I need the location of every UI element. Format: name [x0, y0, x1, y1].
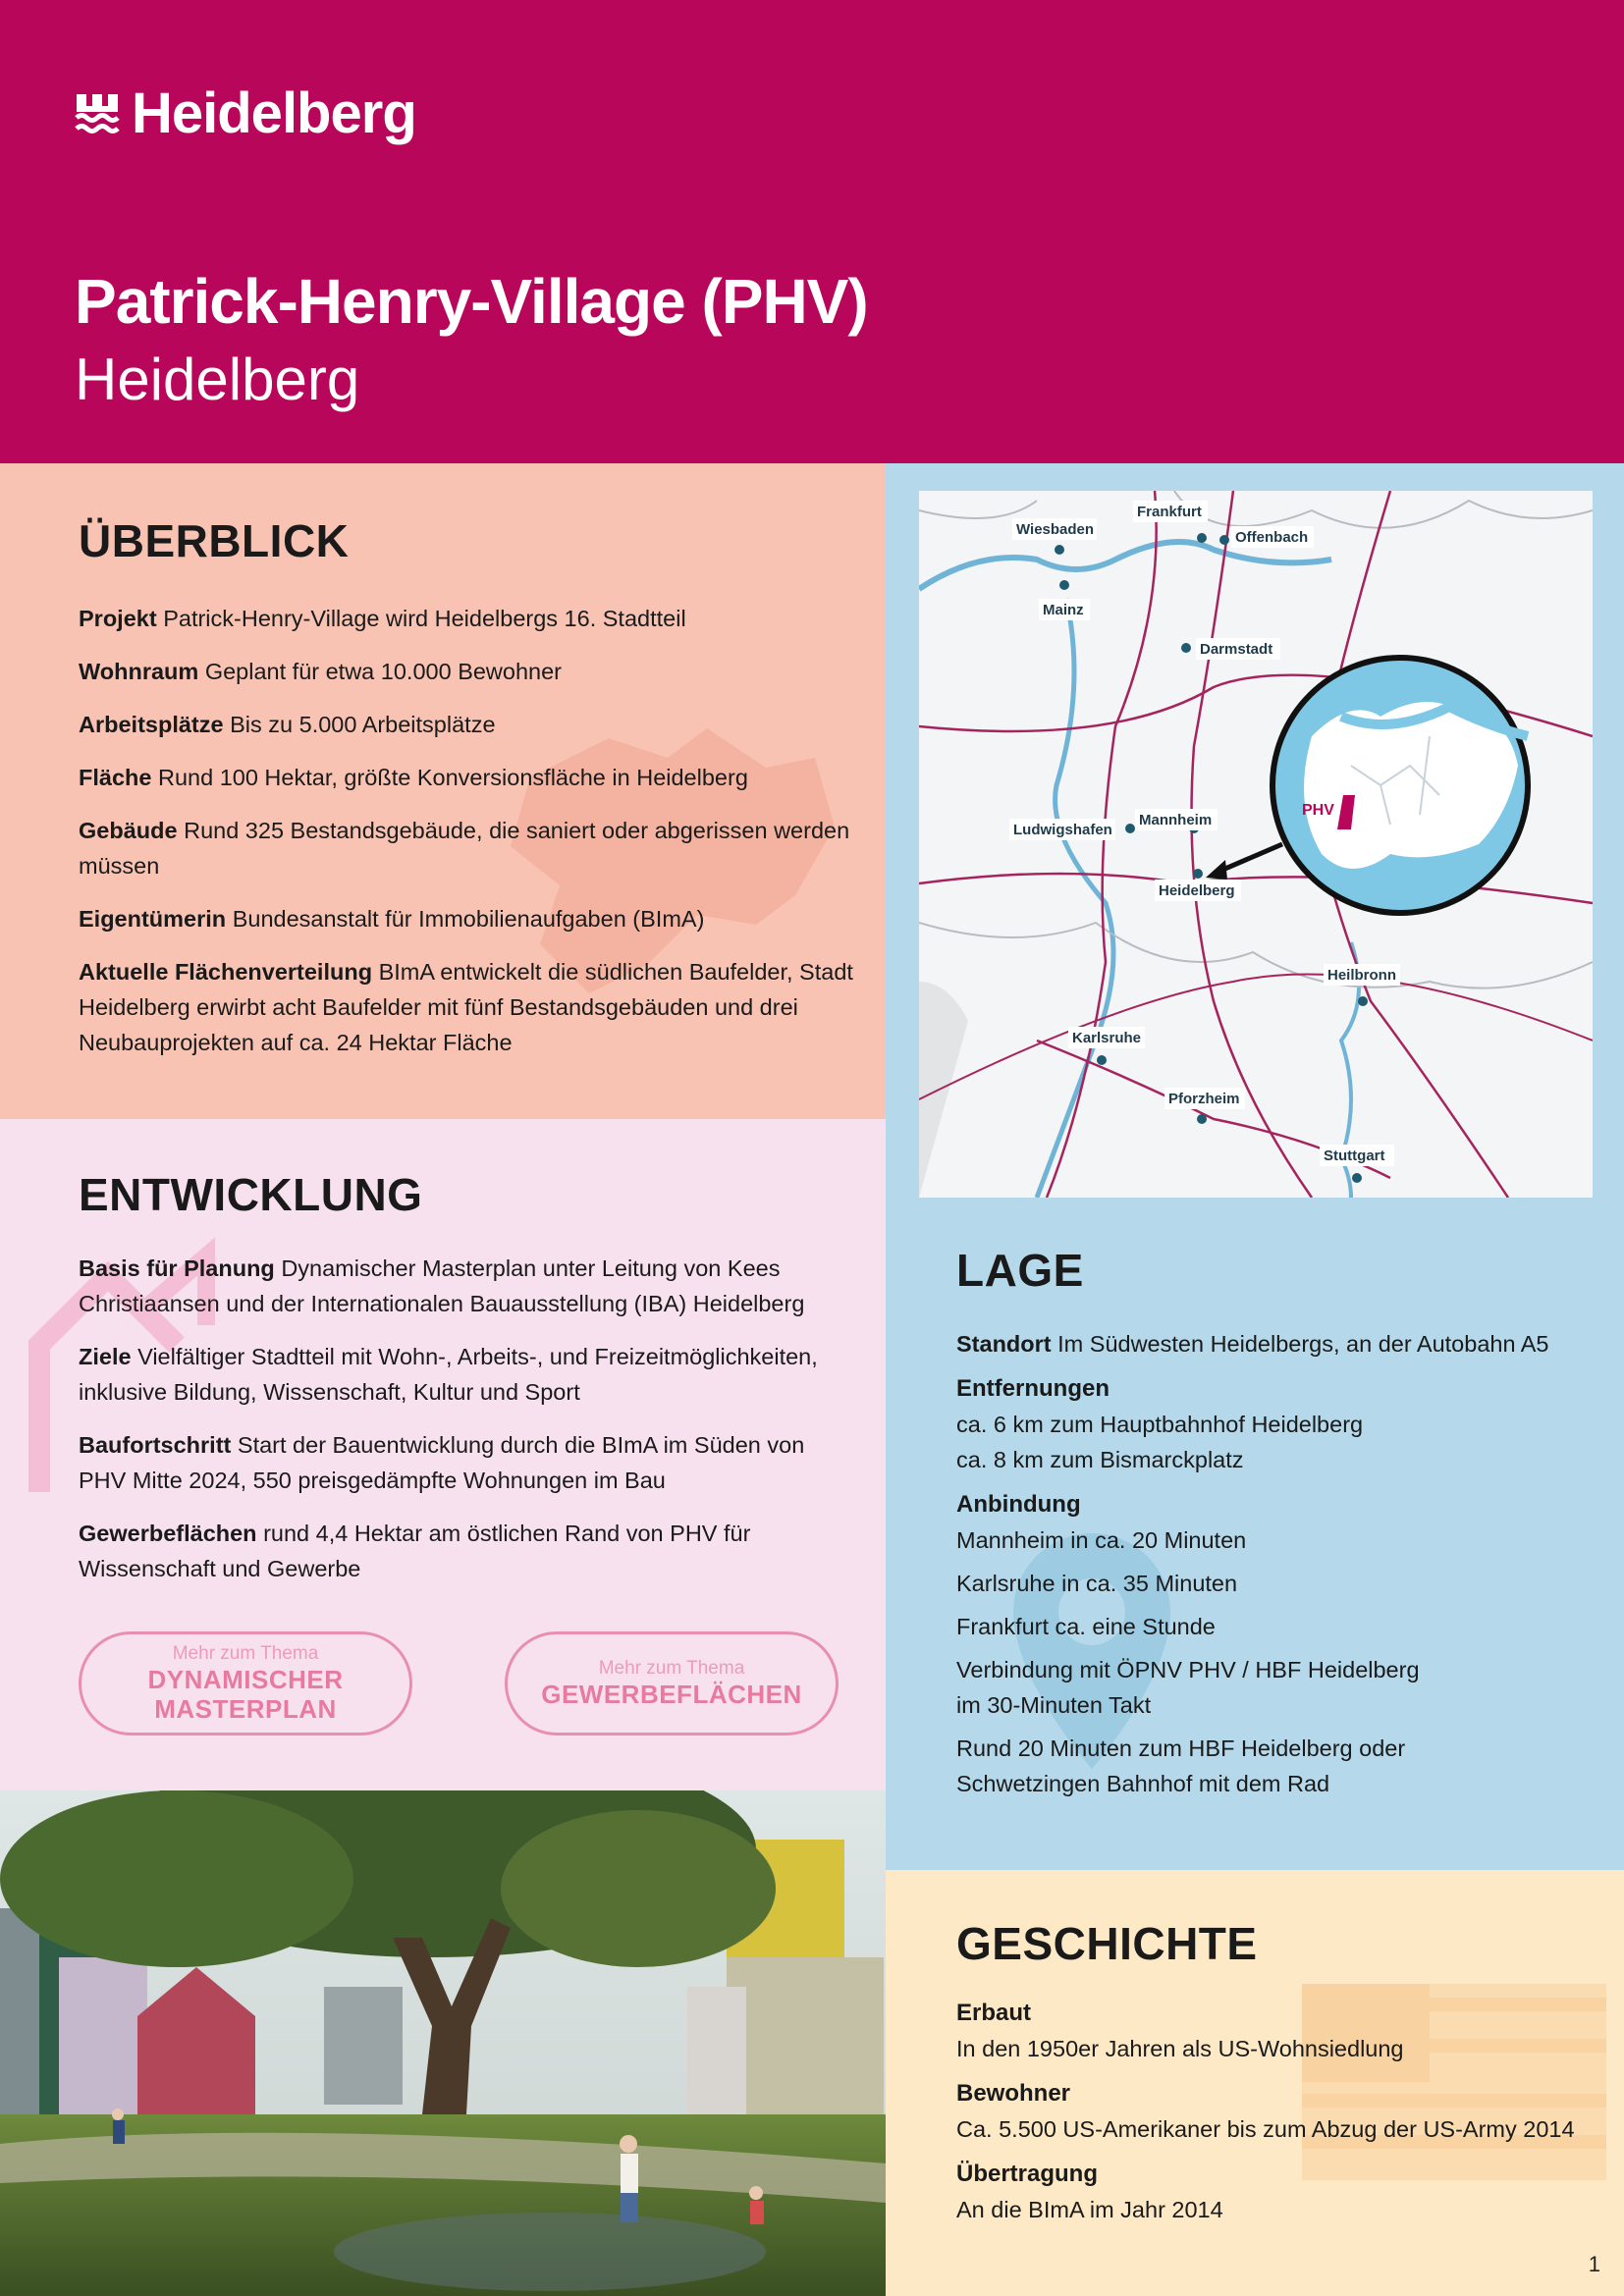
- region-map-svg: [919, 491, 1593, 1198]
- entfernung-item: ca. 6 km zum Hauptbahnhof Heidelberg: [956, 1412, 1364, 1437]
- page-title: Patrick-Henry-Village (PHV): [75, 266, 868, 337]
- park-scene-illustration: [0, 1790, 886, 2296]
- overview-item: Arbeitsplätze Bis zu 5.000 Arbeitsplätze: [79, 712, 496, 737]
- overview-section: [0, 463, 886, 1119]
- entwicklung-heading: ENTWICKLUNG: [79, 1169, 423, 1220]
- map-label-wiesbaden: Wiesbaden: [1016, 521, 1095, 538]
- region-map: [919, 491, 1593, 1198]
- map-label-karlsruhe: Karlsruhe: [1072, 1030, 1142, 1046]
- standort-line: Standort Im Südwesten Heidelbergs, an der Autobahn A5: [956, 1331, 1549, 1357]
- lage-section: [886, 463, 1624, 1870]
- map-label-darmstadt: Darmstadt: [1200, 641, 1273, 658]
- anbindung-item: Verbindung mit ÖPNV PHV / HBF Heidelberg im 30-Minuten Takt: [956, 1657, 1420, 1718]
- geschichte-text: An die BImA im Jahr 2014: [956, 2197, 1223, 2222]
- map-label-ludwigshafen: Ludwigshafen: [1013, 822, 1112, 838]
- map-label-stuttgart: Stuttgart: [1324, 1148, 1385, 1164]
- anbindung-item: Karlsruhe in ca. 35 Minuten: [956, 1571, 1238, 1596]
- map-label-heidelberg: Heidelberg: [1159, 882, 1235, 899]
- entwicklung-section: [0, 1119, 886, 1790]
- lage-content: [956, 1244, 1595, 1809]
- geschichte-text: Ca. 5.500 US-Amerikaner bis zum Abzug der US-Army 2014: [956, 2116, 1575, 2142]
- overview-heading: ÜBERBLICK: [79, 515, 350, 566]
- page-header: [0, 0, 1624, 463]
- entwicklung-item: Baufortschritt Start der Bauentwicklung durch die BImA im Süden von PHV Mitte 2024, 550 preisgedämpfte Wohnungen im Bau: [79, 1432, 805, 1493]
- anbindung-item: Frankfurt ca. eine Stunde: [956, 1614, 1216, 1639]
- map-label-pforzheim: Pforzheim: [1168, 1091, 1240, 1107]
- brand: [75, 80, 416, 146]
- overview-item: Gebäude Rund 325 Bestandsgebäude, die saniert oder abgerissen werden müssen: [79, 818, 850, 879]
- geschichte-label: Erbaut: [956, 2000, 1032, 2026]
- overview-item: Aktuelle Flächenverteilung BImA entwickelt die südlichen Baufelder, Stadt Heidelberg erwirbt acht Baufelder mit fünf Bestandsgebäuden und drei Neubauprojekten auf ca. 24 Hektar Fläche: [79, 959, 853, 1055]
- map-label-mainz: Mainz: [1043, 602, 1084, 618]
- entwicklung-item: Gewerbeflächen rund 4,4 Hektar am östlichen Rand von PHV für Wissenschaft und Gewerbe: [79, 1521, 751, 1581]
- overview-item: Wohnraum Geplant für etwa 10.000 Bewohner: [79, 659, 563, 684]
- map-label-frankfurt: Frankfurt: [1137, 504, 1202, 520]
- overview-item: Eigentümerin Bundesanstalt für Immobilienaufgaben (BImA): [79, 906, 705, 932]
- geschichte-heading: GESCHICHTE: [956, 1918, 1258, 1969]
- anbindung-item: Rund 20 Minuten zum HBF Heidelberg oder Schwetzingen Bahnhof mit dem Rad: [956, 1735, 1406, 1796]
- map-label-heilbronn: Heilbronn: [1327, 967, 1396, 984]
- map-label-mannheim: Mannheim: [1139, 812, 1213, 828]
- inset-phv-label: PHV: [1302, 802, 1334, 819]
- geschichte-content: [956, 1917, 1595, 2235]
- entwicklung-content: [79, 1168, 854, 1604]
- heidelberg-logo-icon: [75, 92, 120, 135]
- overview-item: Projekt Patrick-Henry-Village wird Heidelbergs 16. Stadtteil: [79, 606, 686, 631]
- entwicklung-item: Ziele Vielfältiger Stadtteil mit Wohn-, Arbeits-, und Freizeitmöglichkeiten, inklusive Bildung, Wissenschaft, Kultur und Sport: [79, 1344, 818, 1405]
- page-number: 1: [1588, 2252, 1600, 2276]
- anbindung-item: Mannheim in ca. 20 Minuten: [956, 1527, 1247, 1553]
- gewerbeflaechen-button[interactable]: Mehr zum Thema GEWERBEFLÄCHEN: [505, 1631, 839, 1735]
- phv-rendering-photo: [0, 1790, 886, 2296]
- masterplan-button[interactable]: Mehr zum Thema DYNAMISCHER MASTERPLAN: [79, 1631, 412, 1735]
- brand-name: Heidelberg: [132, 81, 416, 145]
- overview-item: Fläche Rund 100 Hektar, größte Konversionsfläche in Heidelberg: [79, 765, 748, 790]
- entfernung-item: ca. 8 km zum Bismarckplatz: [956, 1447, 1244, 1472]
- overview-content: [79, 514, 854, 1078]
- map-label-offenbach: Offenbach: [1235, 529, 1309, 546]
- entfernungen-heading: Entfernungen: [956, 1375, 1110, 1402]
- geschichte-text: In den 1950er Jahren als US-Wohnsiedlung: [956, 2036, 1404, 2061]
- geschichte-label: Bewohner: [956, 2080, 1071, 2107]
- anbindung-heading: Anbindung: [956, 1491, 1081, 1518]
- page-subtitle: Heidelberg: [75, 347, 360, 412]
- lage-heading: LAGE: [956, 1245, 1084, 1296]
- geschichte-label: Übertragung: [956, 2161, 1098, 2187]
- entwicklung-item: Basis für Planung Dynamischer Masterplan unter Leitung von Kees Christiaansen und der Internationalen Bauausstellung (IBA) Heidelberg: [79, 1255, 805, 1316]
- geschichte-section: [886, 1870, 1624, 2296]
